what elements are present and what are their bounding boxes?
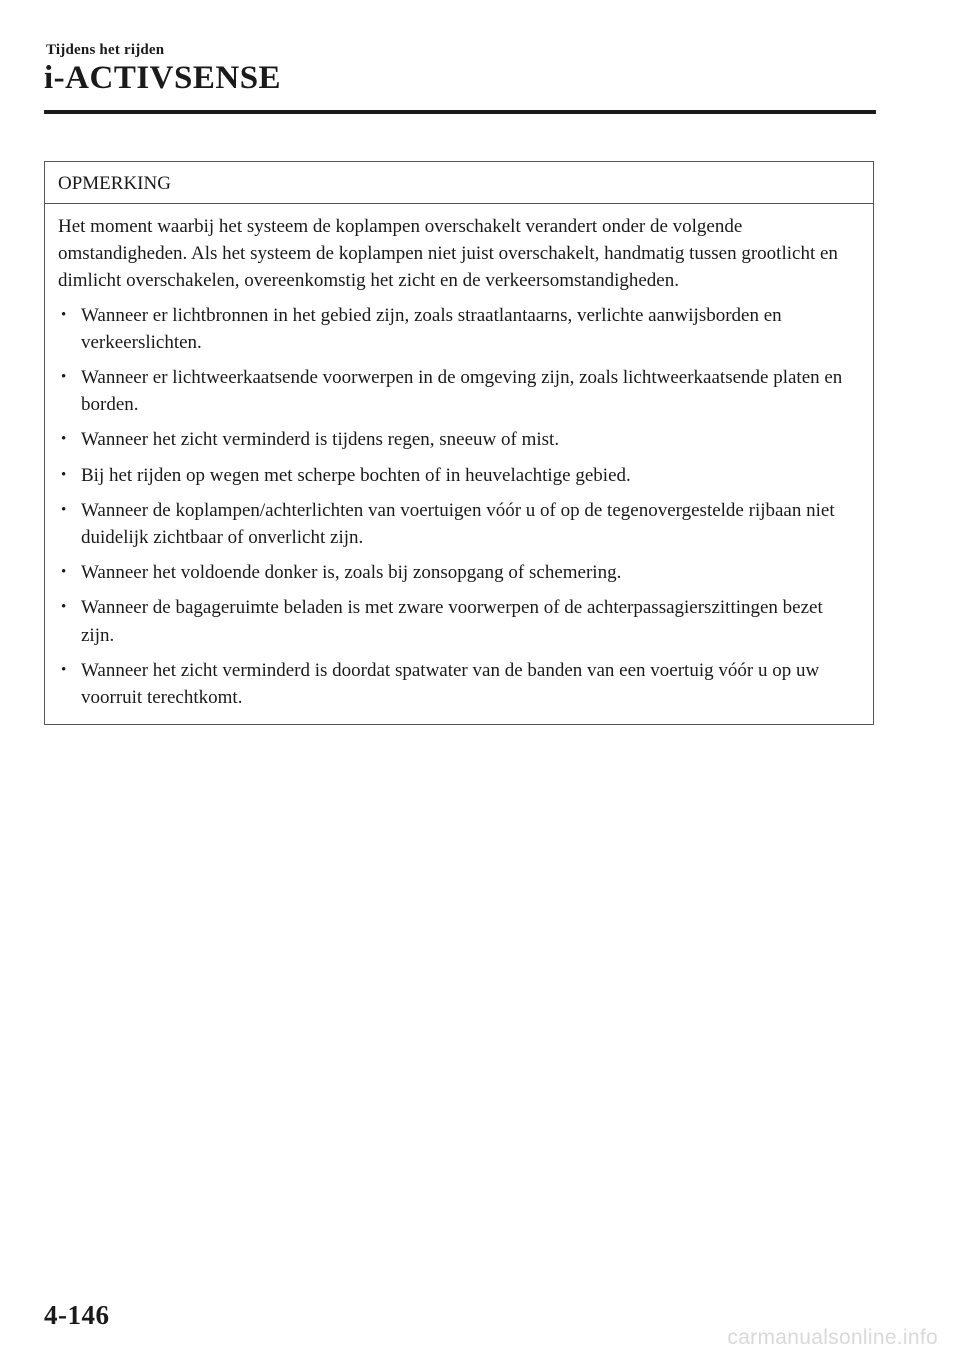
list-item-text: Wanneer het voldoende donker is, zoals bij zonsopgang of schemering. <box>81 562 622 584</box>
list-item <box>58 594 853 648</box>
list-item <box>58 364 853 418</box>
page-number: 4-146 <box>44 1300 110 1330</box>
list-item <box>58 302 853 356</box>
list-item <box>58 426 853 453</box>
bullet-icon: • <box>61 431 67 448</box>
bullet-icon: • <box>61 501 67 518</box>
bullet-icon: • <box>61 369 67 386</box>
list-item-text: Wanneer er lichtbronnen in het gebied zijn, zoals straatlantaarns, verlichte aanwijsborden en verkeerslichten. <box>81 304 782 353</box>
bullet-icon: • <box>61 599 67 616</box>
list-item <box>58 462 853 489</box>
watermark-text: carmanualsonline.info <box>727 1326 938 1349</box>
note-body <box>45 204 873 724</box>
note-heading: OPMERKING <box>45 162 873 204</box>
list-item-text: Wanneer de koplampen/achterlichten van voertuigen vóór u of op de tegenovergestelde rijbaan niet duidelijk zichtbaar of onverlicht zijn. <box>81 499 835 549</box>
list-item-text: Wanneer het zicht verminderd is doordat spatwater van de banden van een voertuig vóór u op uw voorruit terechtkomt. <box>81 659 820 709</box>
note-list <box>58 302 853 712</box>
list-item-text: Bij het rijden op wegen met scherpe bochten of in heuvelachtige gebied. <box>81 464 631 486</box>
bullet-icon: • <box>61 306 67 323</box>
list-item-text: Wanneer de bagageruimte beladen is met zware voorwerpen of de achterpassagierszittingen bezet zijn. <box>81 597 823 646</box>
bullet-icon: • <box>61 466 67 483</box>
note-box <box>44 161 874 725</box>
bullet-icon: • <box>61 564 67 581</box>
header-divider <box>44 110 876 114</box>
section-label: Tijdens het rijden <box>46 42 165 58</box>
chapter-title: i-ACTIVSENSE <box>44 60 282 96</box>
note-intro: Het moment waarbij het systeem de koplampen overschakelt verandert onder de volgende omstandigheden. Als het systeem de koplampen niet juist overschakelt, handmatig tussen grootlicht en dimlicht overschakelen, overeenkomstig het zicht en de verkeersomstandigheden. <box>58 216 838 292</box>
list-item <box>58 559 853 586</box>
list-item <box>58 497 853 551</box>
list-item-text: Wanneer het zicht verminderd is tijdens regen, sneeuw of mist. <box>81 429 560 451</box>
bullet-icon: • <box>61 661 67 678</box>
list-item <box>58 657 853 711</box>
list-item-text: Wanneer er lichtweerkaatsende voorwerpen in de omgeving zijn, zoals lichtweerkaatsende platen en borden. <box>81 367 843 416</box>
